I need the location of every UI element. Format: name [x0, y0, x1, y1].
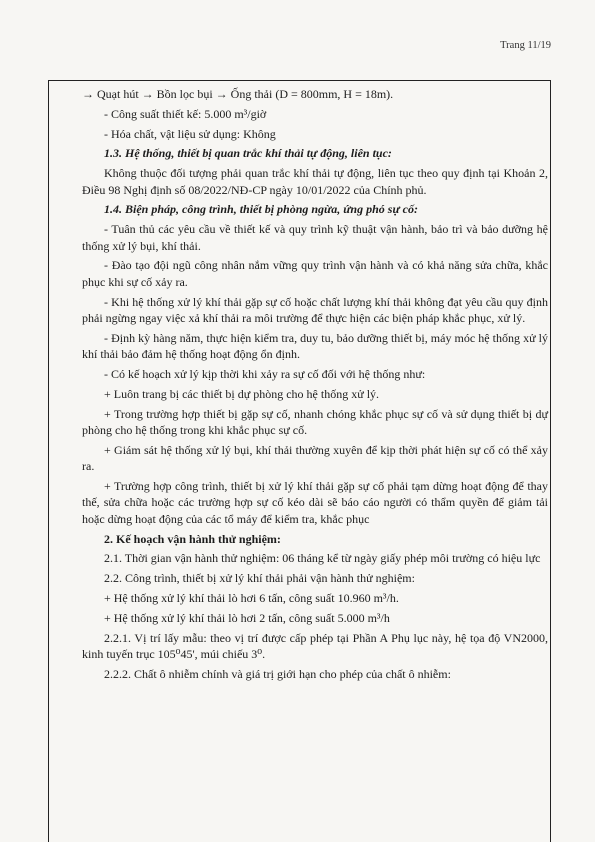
heading-1-4: 1.4. Biện pháp, công trình, thiết bị phòng ngừa, ứng phó sự cố: — [104, 202, 418, 217]
paragraph-monitoring: Không thuộc đối tượng phải quan trắc khí thải tự động, liên tục theo quy định tại Khoản 2, Điều 98 Nghị định số 08/2022/NĐ-CP ngày 10/01/2022 của Chính phủ. — [82, 166, 548, 197]
heading-1-3: 1.3. Hệ thống, thiết bị quan trắc khí thải tự động, liên tục: — [104, 146, 392, 161]
design-capacity: - Công suất thiết kế: 5.000 m³/giờ — [104, 106, 267, 121]
sub-measure-1: + Luôn trang bị các thiết bị dự phòng cho hệ thống xử lý. — [104, 386, 380, 401]
measure-4: - Định kỳ hàng năm, thực hiện kiểm tra, duy tu, bảo dưỡng thiết bị, máy móc hệ thống xử lý khí thải bảo đảm hệ thống hoạt động ổn định. — [82, 330, 548, 362]
sub-measure-3: + Giám sát hệ thống xử lý bụi, khí thải thường xuyên để kịp thời phát hiện sự cố có thể xảy ra. — [82, 442, 548, 474]
test-system-1: + Hệ thống xử lý khí thải lò hơi 6 tấn, công suất 10.960 m³/h. — [104, 591, 399, 605]
measure-2: - Đào tạo đội ngũ công nhân nắm vững quy trình vận hành và có khả năng sửa chữa, khắc phục khi sự cố xảy ra. — [82, 258, 548, 289]
test-systems-intro: 2.2. Công trình, thiết bị xử lý khí thải phải vận hành thử nghiệm: — [104, 571, 415, 586]
test-duration: 2.1. Thời gian vận hành thử nghiệm: 06 tháng kể từ ngày giấy phép môi trường có hiệu lực — [104, 551, 541, 566]
heading-2: 2. Kế hoạch vận hành thử nghiệm: — [104, 531, 281, 546]
measure-5: - Có kế hoạch xử lý kịp thời khi xảy ra sự cố đối với hệ thống như: — [104, 367, 426, 381]
pollutants-heading: 2.2.2. Chất ô nhiễm chính và giá trị giới hạn cho phép của chất ô nhiễm: — [104, 666, 451, 681]
sub-measure-4: + Trường hợp công trình, thiết bị xử lý khí thải gặp sự cố phải tạm dừng hoạt động để thay thế, sửa chữa hoặc các trường hợp sự cố kéo dài sẽ báo cáo người có thẩm quyền để giảm tải hoặc dừng hoạt động của các tổ máy để kiểm tra, khắc phục — [82, 479, 548, 526]
test-system-2: + Hệ thống xử lý khí thải lò hơi 2 tấn, công suất 5.000 m³/h — [104, 610, 390, 625]
chemicals-used: - Hóa chất, vật liệu sử dụng: Không — [104, 126, 276, 141]
sub-measure-2: + Trong trường hợp thiết bị gặp sự cố, nhanh chóng khắc phục sự cố và sử dụng thiết bị dự phòng cho hệ thống trong khi khắc phục sự cố. — [82, 406, 548, 437]
measure-1: - Tuân thủ các yêu cầu về thiết kế và quy trình kỹ thuật vận hành, bảo trì và bảo dưỡng hệ thống xử lý bụi, khí thải. — [82, 222, 548, 253]
process-flow-line: → Quạt hút → Bồn lọc bụi → Ống thải (D = 800mm, H = 18m). — [82, 87, 394, 101]
measure-3: - Khi hệ thống xử lý khí thải gặp sự cố hoặc chất lượng khí thải không đạt yêu cầu quy định phải ngừng ngay việc xả khí thải ra môi trường để thực hiện các biện pháp khắc phục, xử lý. — [82, 294, 548, 325]
sampling-location: 2.2.1. Vị trí lấy mẫu: theo vị trí được cấp phép tại Phần A Phụ lục này, hệ tọa độ VN2000, kinh tuyến trục 105⁰45', múi chiếu 3⁰. — [82, 630, 548, 661]
page-number: Trang 11/19 — [500, 40, 551, 51]
document-body — [82, 86, 548, 686]
